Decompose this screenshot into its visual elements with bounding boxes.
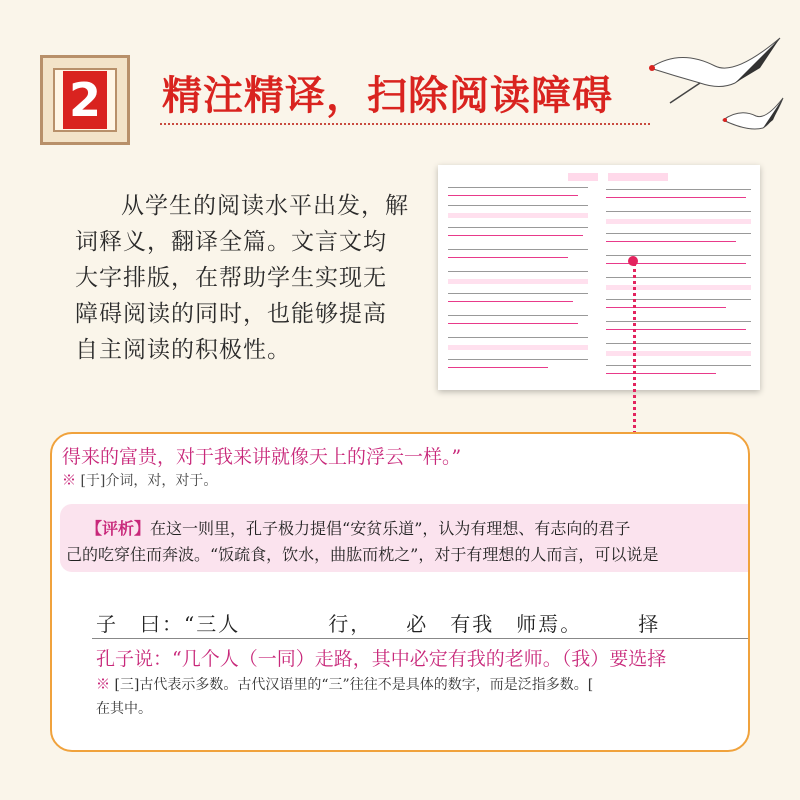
- text-line: [448, 205, 588, 206]
- section-number: 2: [63, 71, 107, 129]
- translation-line: 孔子说：“几个人（一同）走路，其中必定有我的老师。（我）要选择: [96, 648, 667, 670]
- intro-paragraph: 从学生的阅读水平出发，解词释义，翻译全篇。文言文均大字排版，在帮助学生实现无障碍阅读的同时，也能够提高自主阅读的积极性。: [75, 193, 409, 363]
- text-line: [448, 337, 588, 338]
- book-page-thumbnail: [438, 165, 760, 390]
- text-line: [606, 343, 751, 344]
- annotation-line: 在其中。: [96, 701, 152, 717]
- text-line: [606, 241, 736, 242]
- thumbnail-right-header: [608, 173, 668, 181]
- text-line: [448, 257, 568, 258]
- annotation-line: [96, 674, 593, 694]
- text-line: [606, 299, 751, 300]
- original-text-rule: [92, 638, 750, 639]
- analysis-line: [86, 516, 630, 539]
- original-text-line: 子 曰：“三人 行， 必 有我 师焉。 择: [96, 612, 661, 636]
- text-line: [606, 197, 746, 198]
- text-line: [606, 285, 751, 290]
- translation-line: 得来的富贵，对于我来讲就像天上的浮云一样。”: [62, 446, 462, 468]
- analysis-line: 己的吃穿住而奔波。“饭疏食，饮水，曲肱而枕之”，对于有理想的人而言，可以说是: [66, 545, 659, 564]
- zoomed-excerpt: [50, 432, 750, 752]
- text-line: [448, 187, 588, 188]
- annotation-text: [于]介词，对，对于。: [80, 473, 218, 489]
- annotation-text: [三]古代表示多数。古代汉语里的“三”往往不是具体的数字，而是泛指多数。[: [114, 677, 594, 693]
- text-line: [448, 359, 588, 360]
- analysis-text: 在这一则里，孔子极力提倡“安贫乐道”，认为有理想、有志向的君子: [150, 519, 631, 538]
- text-line: [448, 235, 583, 236]
- text-line: [448, 301, 573, 302]
- text-line: [606, 307, 726, 308]
- text-line: [606, 365, 751, 366]
- text-line: [606, 329, 746, 330]
- text-line: [606, 277, 751, 278]
- text-line: [448, 195, 578, 196]
- text-line: [606, 373, 716, 374]
- text-line: [448, 271, 588, 272]
- text-line: [448, 367, 548, 368]
- text-line: [448, 323, 578, 324]
- thumbnail-left-header: [568, 173, 598, 181]
- text-line: [606, 233, 751, 234]
- text-line: [448, 213, 588, 218]
- text-line: [606, 219, 751, 224]
- title-underline: [160, 123, 650, 125]
- analysis-tag: 【评析】: [86, 519, 151, 538]
- text-line: [448, 249, 588, 250]
- section-title: 精注精译，扫除阅读障碍: [162, 73, 613, 119]
- text-line: [606, 351, 751, 356]
- text-line: [606, 189, 751, 190]
- text-line: [448, 345, 588, 350]
- annotation-line: [62, 470, 217, 490]
- text-line: [606, 255, 751, 256]
- annotation-mark: ※: [96, 677, 110, 693]
- text-line: [448, 279, 588, 284]
- section-number-badge: [40, 55, 130, 145]
- crane-icon: [718, 90, 788, 140]
- text-line: [606, 211, 751, 212]
- text-line: [448, 293, 588, 294]
- text-line: [448, 227, 588, 228]
- text-line: [606, 321, 751, 322]
- text-line: [606, 263, 746, 264]
- text-line: [448, 315, 588, 316]
- annotation-mark: ※: [62, 473, 76, 489]
